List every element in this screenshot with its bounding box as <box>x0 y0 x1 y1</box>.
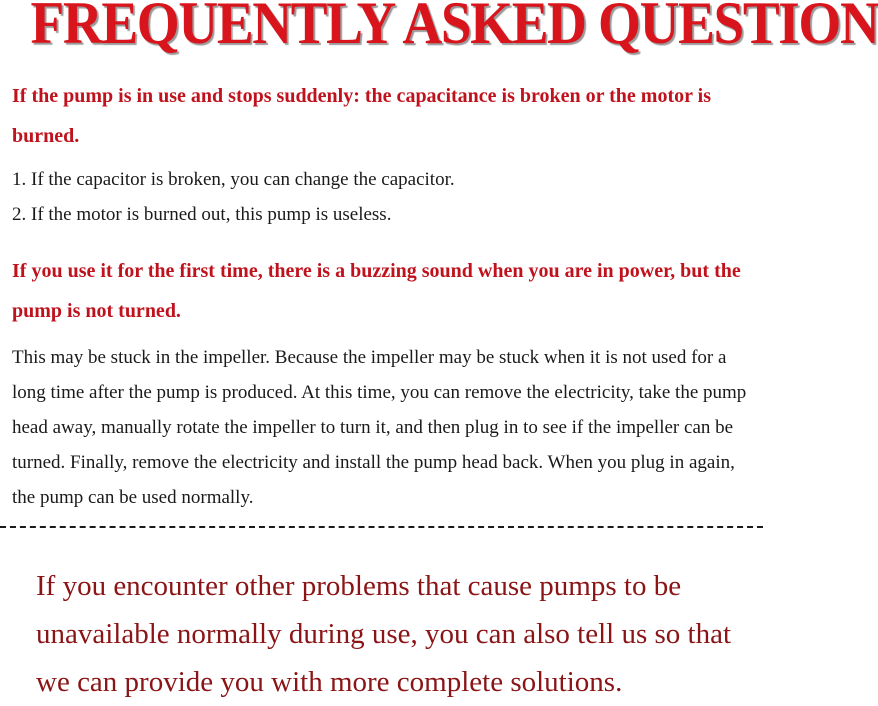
faq-answer-1-item-1: 1. If the capacitor is broken, you can change the capacitor. <box>12 169 455 190</box>
closing-message: If you encounter other problems that cause pumps to be unavailable normally during use, you can also tell us so that we can provide you with more complete solutions. <box>36 570 732 698</box>
faq-answer-1 <box>12 162 757 232</box>
dashed-divider <box>0 526 763 528</box>
faq-question-2: If you use it for the first time, there is a buzzing sound when you are in power, but the pump is not turned. <box>12 260 741 322</box>
faq-answer-1-item-2: 2. If the motor is burned out, this pump is useless. <box>12 204 392 225</box>
faq-answer-2: This may be stuck in the impeller. Because the impeller may be stuck when it is not used for a long time after the pump is produced. At this time, you can remove the electricity, take the pump head away, manually rotate the impeller to turn it, and then plug in to see if the impeller can be turned. Finally, remove the electricity and install the pump head back. When you plug in again, the pump can be used normally. <box>12 347 747 508</box>
faq-question-1: If the pump is in use and stops suddenly: the capacitance is broken or the motor is burned. <box>12 85 711 147</box>
page-title: FREQUENTLY ASKED QUESTION <box>30 0 878 56</box>
